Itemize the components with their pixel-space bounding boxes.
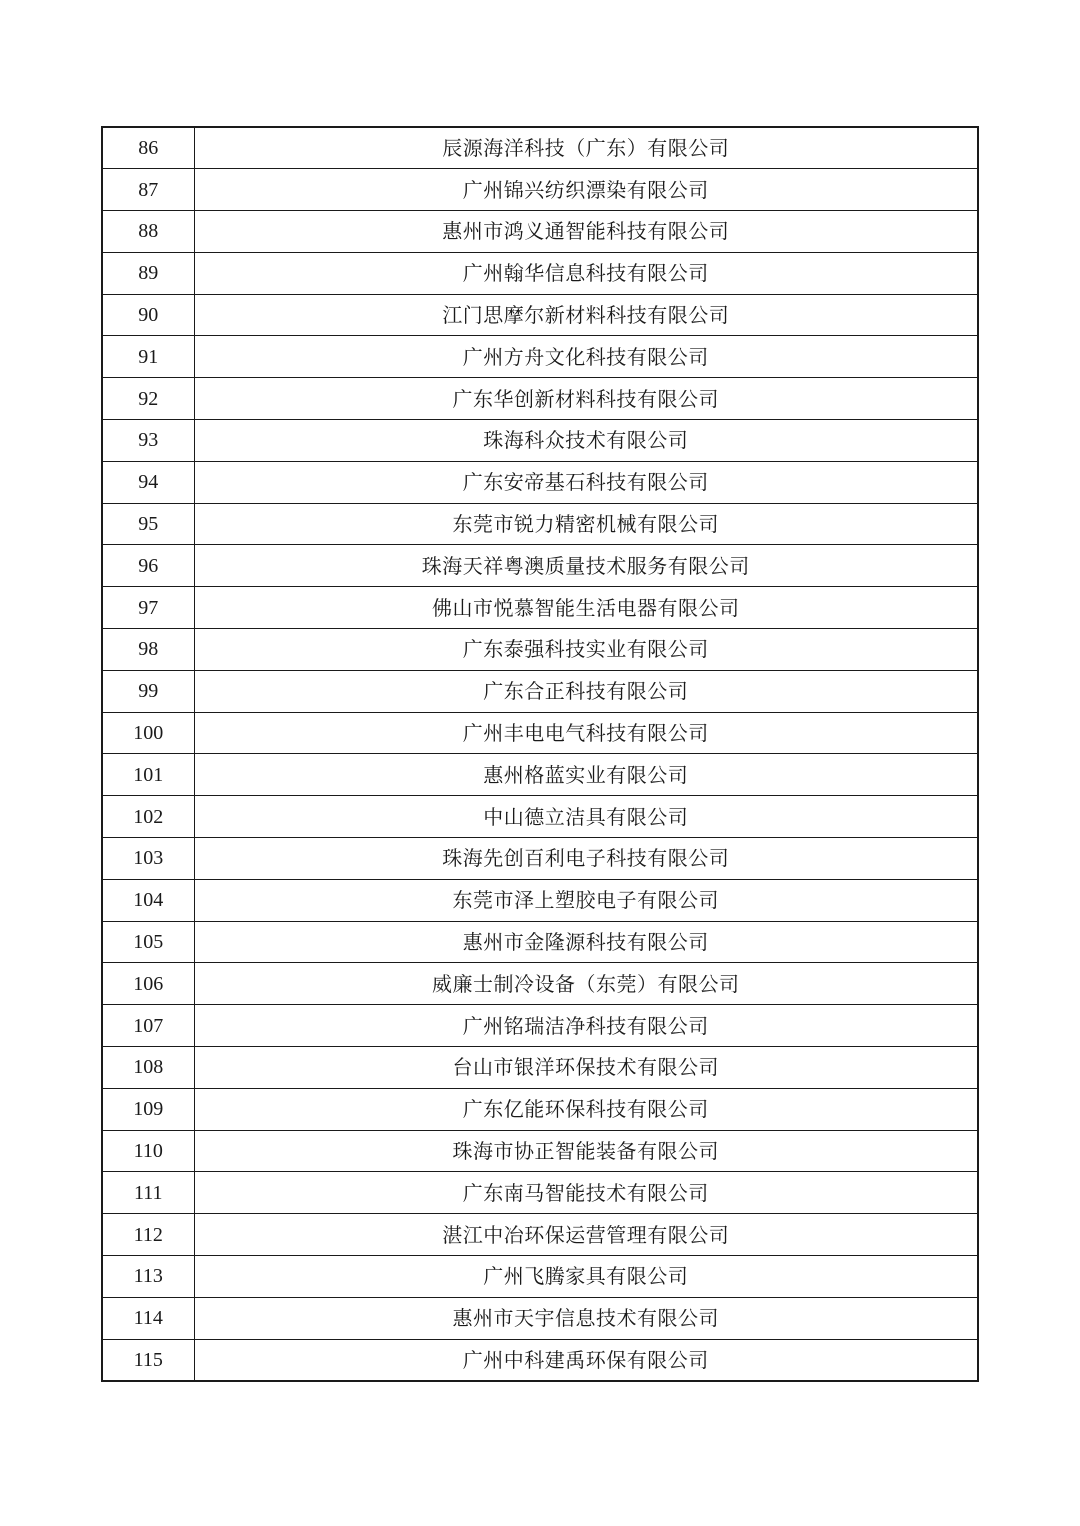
row-number: 99 bbox=[102, 670, 194, 712]
company-name: 广州中科建禹环保有限公司 bbox=[194, 1339, 978, 1381]
row-number: 103 bbox=[102, 838, 194, 880]
company-name: 台山市银洋环保技术有限公司 bbox=[194, 1047, 978, 1089]
company-name: 广州翰华信息科技有限公司 bbox=[194, 252, 978, 294]
table-row bbox=[102, 670, 978, 712]
company-name: 广州飞腾家具有限公司 bbox=[194, 1256, 978, 1298]
table-row bbox=[102, 1339, 978, 1381]
row-number: 109 bbox=[102, 1088, 194, 1130]
row-number: 115 bbox=[102, 1339, 194, 1381]
company-name: 江门思摩尔新材料科技有限公司 bbox=[194, 294, 978, 336]
table-row bbox=[102, 1130, 978, 1172]
company-name: 广州铭瑞洁净科技有限公司 bbox=[194, 1005, 978, 1047]
company-name: 珠海市协正智能装备有限公司 bbox=[194, 1130, 978, 1172]
row-number: 112 bbox=[102, 1214, 194, 1256]
table-row bbox=[102, 1088, 978, 1130]
row-number: 111 bbox=[102, 1172, 194, 1214]
company-name: 惠州市金隆源科技有限公司 bbox=[194, 921, 978, 963]
row-number: 89 bbox=[102, 252, 194, 294]
table-row bbox=[102, 545, 978, 587]
table-row bbox=[102, 1047, 978, 1089]
table-row bbox=[102, 1214, 978, 1256]
company-name: 珠海天祥粤澳质量技术服务有限公司 bbox=[194, 545, 978, 587]
row-number: 88 bbox=[102, 211, 194, 253]
row-number: 91 bbox=[102, 336, 194, 378]
table-row bbox=[102, 503, 978, 545]
company-name: 广东合正科技有限公司 bbox=[194, 670, 978, 712]
row-number: 102 bbox=[102, 796, 194, 838]
company-name: 惠州格蓝实业有限公司 bbox=[194, 754, 978, 796]
row-number: 97 bbox=[102, 587, 194, 629]
row-number: 98 bbox=[102, 629, 194, 671]
table-row bbox=[102, 1172, 978, 1214]
table-row bbox=[102, 712, 978, 754]
table-row bbox=[102, 420, 978, 462]
row-number: 105 bbox=[102, 921, 194, 963]
company-name: 珠海科众技术有限公司 bbox=[194, 420, 978, 462]
company-name: 东莞市泽上塑胶电子有限公司 bbox=[194, 879, 978, 921]
row-number: 113 bbox=[102, 1256, 194, 1298]
row-number: 95 bbox=[102, 503, 194, 545]
table-row bbox=[102, 1297, 978, 1339]
table-row bbox=[102, 796, 978, 838]
row-number: 93 bbox=[102, 420, 194, 462]
table-row bbox=[102, 629, 978, 671]
company-name: 辰源海洋科技（广东）有限公司 bbox=[194, 127, 978, 169]
table-row bbox=[102, 252, 978, 294]
table-row bbox=[102, 754, 978, 796]
company-name: 广州丰电电气科技有限公司 bbox=[194, 712, 978, 754]
table-row bbox=[102, 294, 978, 336]
table-row bbox=[102, 378, 978, 420]
row-number: 90 bbox=[102, 294, 194, 336]
row-number: 110 bbox=[102, 1130, 194, 1172]
company-name: 广东华创新材料科技有限公司 bbox=[194, 378, 978, 420]
table-row bbox=[102, 461, 978, 503]
table-row bbox=[102, 838, 978, 880]
row-number: 94 bbox=[102, 461, 194, 503]
company-name: 惠州市鸿义通智能科技有限公司 bbox=[194, 211, 978, 253]
company-name: 东莞市锐力精密机械有限公司 bbox=[194, 503, 978, 545]
row-number: 101 bbox=[102, 754, 194, 796]
row-number: 87 bbox=[102, 169, 194, 211]
company-list-body bbox=[102, 127, 978, 1381]
row-number: 107 bbox=[102, 1005, 194, 1047]
table-row bbox=[102, 921, 978, 963]
row-number: 108 bbox=[102, 1047, 194, 1089]
company-list-table bbox=[101, 126, 979, 1382]
table-row bbox=[102, 587, 978, 629]
company-name: 威廉士制冷设备（东莞）有限公司 bbox=[194, 963, 978, 1005]
row-number: 104 bbox=[102, 879, 194, 921]
company-name: 佛山市悦慕智能生活电器有限公司 bbox=[194, 587, 978, 629]
company-name: 广州方舟文化科技有限公司 bbox=[194, 336, 978, 378]
table-row bbox=[102, 127, 978, 169]
row-number: 114 bbox=[102, 1297, 194, 1339]
row-number: 92 bbox=[102, 378, 194, 420]
row-number: 100 bbox=[102, 712, 194, 754]
table-row bbox=[102, 963, 978, 1005]
row-number: 106 bbox=[102, 963, 194, 1005]
table-row bbox=[102, 336, 978, 378]
row-number: 96 bbox=[102, 545, 194, 587]
company-name: 广东南马智能技术有限公司 bbox=[194, 1172, 978, 1214]
table-row bbox=[102, 1256, 978, 1298]
company-name: 广东亿能环保科技有限公司 bbox=[194, 1088, 978, 1130]
table-row bbox=[102, 169, 978, 211]
table-row bbox=[102, 1005, 978, 1047]
table-row bbox=[102, 879, 978, 921]
company-name: 湛江中冶环保运营管理有限公司 bbox=[194, 1214, 978, 1256]
table-row bbox=[102, 211, 978, 253]
company-name: 广东安帝基石科技有限公司 bbox=[194, 461, 978, 503]
company-name: 中山德立洁具有限公司 bbox=[194, 796, 978, 838]
company-name: 珠海先创百利电子科技有限公司 bbox=[194, 838, 978, 880]
company-name: 广州锦兴纺织漂染有限公司 bbox=[194, 169, 978, 211]
company-name: 广东泰强科技实业有限公司 bbox=[194, 629, 978, 671]
row-number: 86 bbox=[102, 127, 194, 169]
company-name: 惠州市天宇信息技术有限公司 bbox=[194, 1297, 978, 1339]
